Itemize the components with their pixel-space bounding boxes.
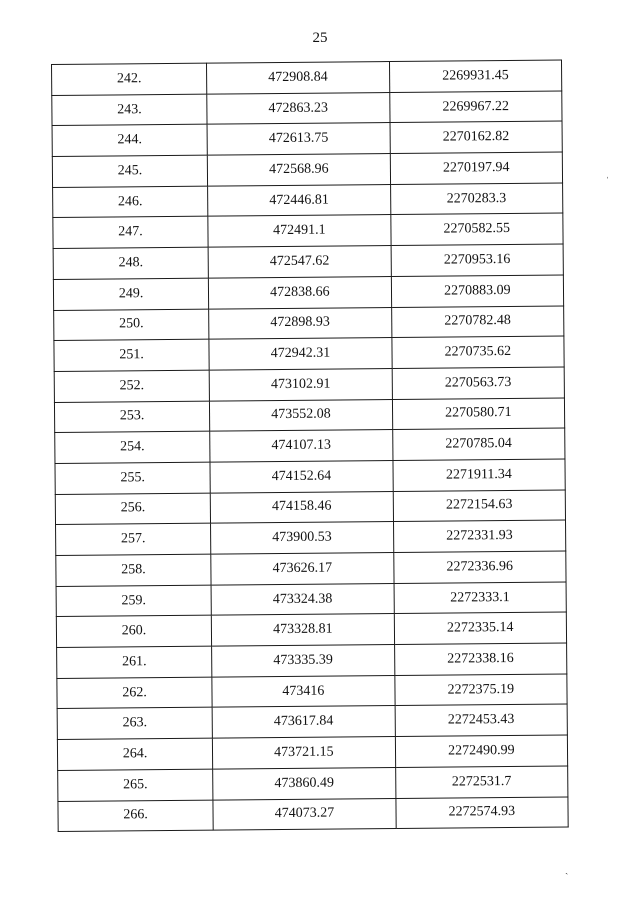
x-coordinate-cell: 473860.49 [213,767,396,799]
y-coordinate-cell: 2271911.34 [393,459,566,491]
row-number-cell: 248. [53,247,208,279]
row-number-cell: 264. [57,738,212,770]
coordinates-table-body [52,60,569,832]
y-coordinate-cell: 2270283.3 [390,183,563,215]
table-row [53,213,563,248]
table-row [54,306,564,341]
table-row [53,244,563,279]
table-row [54,398,564,433]
y-coordinate-cell: 2270162.82 [390,121,563,153]
row-number-cell: 242. [52,63,207,95]
table-row [58,797,568,832]
row-number-cell: 260. [56,615,211,647]
x-coordinate-cell: 472838.66 [208,276,391,308]
y-coordinate-cell: 2270782.48 [391,306,564,338]
y-coordinate-cell: 2270563.73 [392,367,565,399]
table-row [55,459,565,494]
table-row [52,152,562,187]
row-number-cell: 251. [54,339,209,371]
y-coordinate-cell: 2272335.14 [394,612,567,644]
row-number-cell: 253. [54,401,209,433]
table-row [52,91,562,126]
table-row [56,520,566,555]
table-row [55,428,565,463]
table-row [57,643,567,678]
table-row [56,582,566,617]
row-number-cell: 265. [58,769,213,801]
y-coordinate-cell: 2270580.71 [392,398,565,430]
scan-speck: ˎ [565,864,569,875]
row-number-cell: 247. [53,217,208,249]
y-coordinate-cell: 2272338.16 [394,643,567,675]
x-coordinate-cell: 472863.23 [207,92,390,124]
x-coordinate-cell: 474158.46 [210,491,393,523]
y-coordinate-cell: 2270735.62 [392,336,565,368]
x-coordinate-cell: 474107.13 [210,430,393,462]
row-number-cell: 261. [57,646,212,678]
row-number-cell: 258. [56,554,211,586]
x-coordinate-cell: 473900.53 [211,522,394,554]
row-number-cell: 245. [52,155,207,187]
y-coordinate-cell: 2272154.63 [393,490,566,522]
row-number-cell: 257. [56,523,211,555]
scan-speck: ˈ [606,176,610,187]
x-coordinate-cell: 473324.38 [211,583,394,615]
row-number-cell: 252. [54,370,209,402]
y-coordinate-cell: 2272531.7 [395,766,568,798]
x-coordinate-cell: 473552.08 [210,399,393,431]
x-coordinate-cell: 473721.15 [213,737,396,769]
table-row [56,612,566,647]
row-number-cell: 244. [52,125,207,157]
row-number-cell: 256. [55,493,210,525]
row-number-cell: 263. [57,708,212,740]
table-row [55,490,565,525]
coordinates-table [51,60,569,833]
x-coordinate-cell: 472613.75 [207,123,390,155]
x-coordinate-cell: 473617.84 [212,706,395,738]
table-row [57,674,567,709]
y-coordinate-cell: 2272333.1 [394,582,567,614]
row-number-cell: 246. [53,186,208,218]
x-coordinate-cell: 472446.81 [208,184,391,216]
x-coordinate-cell: 473626.17 [211,553,394,585]
x-coordinate-cell: 472568.96 [207,154,390,186]
page-number: 25 [312,30,328,46]
x-coordinate-cell: 472908.84 [207,62,390,94]
row-number-cell: 250. [54,309,209,341]
x-coordinate-cell: 473335.39 [212,645,395,677]
table-row [58,766,568,801]
table-row [52,60,562,95]
row-number-cell: 249. [53,278,208,310]
x-coordinate-cell: 472491.1 [208,215,391,247]
table-row [53,183,563,218]
table-row [56,551,566,586]
y-coordinate-cell: 2272490.99 [395,735,568,767]
table-row [54,336,564,371]
row-number-cell: 259. [56,585,211,617]
y-coordinate-cell: 2272453.43 [395,704,568,736]
y-coordinate-cell: 2272331.93 [393,520,566,552]
y-coordinate-cell: 2269931.45 [389,60,562,92]
x-coordinate-cell: 472942.31 [209,338,392,370]
x-coordinate-cell: 473328.81 [211,614,394,646]
y-coordinate-cell: 2270883.09 [391,275,564,307]
y-coordinate-cell: 2270785.04 [392,428,565,460]
table-row [52,121,562,156]
x-coordinate-cell: 474152.64 [210,460,393,492]
row-number-cell: 255. [55,462,210,494]
y-coordinate-cell: 2270582.55 [390,213,563,245]
x-coordinate-cell: 473102.91 [209,368,392,400]
table-row [53,275,563,310]
table-row [57,704,567,739]
row-number-cell: 266. [58,800,213,832]
table-row [57,735,567,770]
y-coordinate-cell: 2270197.94 [390,152,563,184]
y-coordinate-cell: 2272375.19 [394,674,567,706]
y-coordinate-cell: 2272574.93 [396,797,569,829]
row-number-cell: 254. [55,431,210,463]
x-coordinate-cell: 472898.93 [209,307,392,339]
y-coordinate-cell: 2272336.96 [393,551,566,583]
x-coordinate-cell: 474073.27 [213,798,396,830]
x-coordinate-cell: 472547.62 [208,246,391,278]
y-coordinate-cell: 2270953.16 [391,244,564,276]
row-number-cell: 262. [57,677,212,709]
x-coordinate-cell: 473416 [212,675,395,707]
table-row [54,367,564,402]
y-coordinate-cell: 2269967.22 [389,91,562,123]
row-number-cell: 243. [52,94,207,126]
